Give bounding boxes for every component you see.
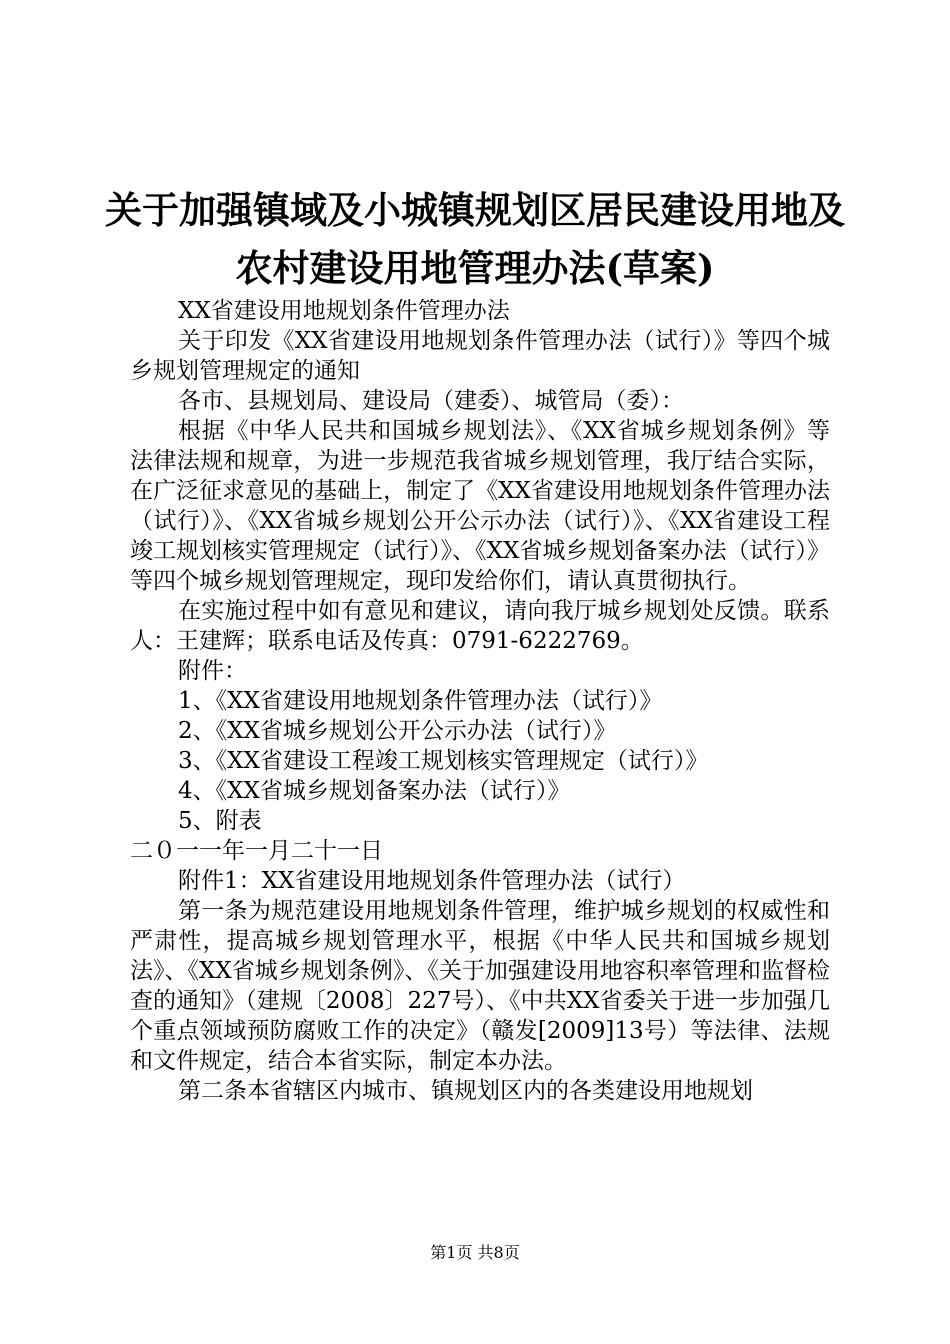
paragraph: 5、附表 — [178, 808, 262, 834]
paragraph: 4、《XX省城乡规划备案办法（试行）》 — [178, 778, 571, 804]
paragraph: XX省建设用地规划条件管理办法 — [178, 298, 510, 324]
paragraph: 二０一一年一月二十一日 — [130, 838, 383, 864]
page-footer: 第1页 共8页 — [430, 1243, 520, 1262]
paragraph: 各市、县规划局、建设局（建委）、城管局（委）： — [178, 388, 684, 414]
paragraph: 附件： — [178, 658, 247, 684]
paragraph: 3、《XX省建设工程竣工规划核实管理规定（试行）》 — [178, 748, 709, 774]
document-title-line-2: 农村建设用地管理办法(草案) — [235, 246, 715, 290]
paragraph: 在实施过程中如有意见和建议，请向我厅城乡规划处反馈。联系人：王建辉；联系电话及传真：0791-6222769。 — [130, 598, 830, 654]
paragraph: 根据《中华人民共和国城乡规划法》、《XX省城乡规划条例》等法律法规和规章，为进一步规范我省城乡规划管理，我厅结合实际，在广泛征求意见的基础上，制定了《XX省建设用地规划条件管理办法（试行）》、《XX省城乡规划公开公示办法（试行）》、《XX省建设工程竣工规划核实管理规定（试行）》、《XX省城乡规划备案办法（试行）》等四个城乡规划管理规定，现印发给你们，请认真贯彻执行。 — [130, 418, 830, 594]
paragraph: 第一条为规范建设用地规划条件管理，维护城乡规划的权威性和严肃性，提高城乡规划管理水平，根据《中华人民共和国城乡规划法》、《XX省城乡规划条例》、《关于加强建设用地容积率管理和监督检查的通知》（建规〔2008〕227号）、《中共XX省委关于进一步加强几个重点领域预防腐败工作的决定》（赣发[2009]13号）等法律、法规和文件规定，结合本省实际，制定本办法。 — [130, 898, 830, 1074]
paragraph: 关于印发《XX省建设用地规划条件管理办法（试行）》等四个城乡规划管理规定的通知 — [130, 328, 830, 384]
document-body — [130, 296, 830, 1106]
document-title-line-1: 关于加强镇域及小城镇规划区居民建设用地及 — [105, 188, 845, 232]
paragraph: 2、《XX省城乡规划公开公示办法（试行）》 — [178, 718, 617, 744]
paragraph: 附件1：XX省建设用地规划条件管理办法（试行） — [178, 868, 686, 894]
paragraph: 第二条本省辖区内城市、镇规划区内的各类建设用地规划 — [178, 1078, 753, 1104]
paragraph: 1、《XX省建设用地规划条件管理办法（试行）》 — [178, 688, 663, 714]
